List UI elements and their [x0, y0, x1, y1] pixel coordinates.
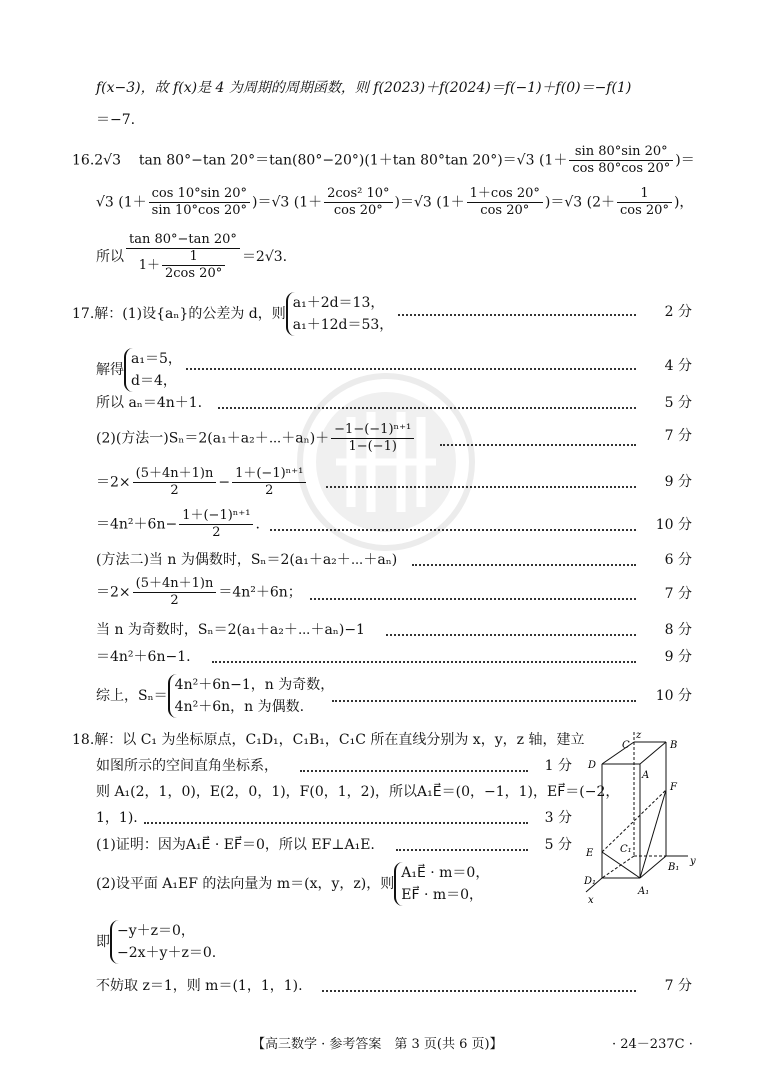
equation-system: A₁E⃗ · m＝0， EF⃗ · m＝0， — [394, 862, 489, 906]
question-17-line: 综上，Sₙ＝ 4n²＋6n−1，n 为奇数， 4n²＋6n，n 为偶数. — [96, 674, 334, 718]
figure-label: A — [642, 770, 650, 781]
figure-label: x — [588, 895, 594, 906]
dot-leader — [270, 527, 636, 531]
score-label: 7 分 — [664, 428, 692, 444]
question-16-line: 所以 tan 80°−tan 20° 1＋ $\frac{1}{2\cos 20^\circ}$ ＝2√3. — [96, 232, 288, 281]
question-18-line: 如图所示的空间直角坐标系， — [96, 758, 278, 774]
figure-label: E — [586, 848, 594, 859]
dot-leader — [332, 698, 636, 702]
dot-leader — [412, 562, 636, 566]
question-17-line: ＝4n²＋6n−1. — [96, 649, 191, 665]
question-17-line: 17.解：(1)设{aₙ}的公差为 d，则 a₁＋2d＝13， a₁＋12d＝53， — [72, 292, 393, 336]
question-18-line: (1)证明：因为A₁E⃗ · EF⃗＝0，所以 EF⊥A₁E. — [96, 837, 375, 853]
figure-label: A₁ — [638, 886, 650, 897]
question-17-line: 当 n 为奇数时，Sₙ＝2(a₁＋a₂＋⋯＋aₙ)−1 — [96, 622, 365, 638]
fraction: $\frac{(5+4n+1)n}{2}$ — [133, 576, 217, 609]
question-18-line: 不妨取 z＝1，则 m＝(1，1，1). — [96, 978, 303, 994]
dot-leader — [212, 659, 636, 663]
score-label: 6 分 — [664, 552, 692, 568]
fraction: $\frac{1+\cos 20^\circ}{\cos 20^\circ}$ — [467, 186, 543, 219]
watermark-seal-icon — [296, 372, 476, 552]
dot-leader — [300, 768, 528, 772]
nested-fraction: tan 80°−tan 20° 1＋ $\frac{1}{2\cos 20^\circ}$ — [126, 232, 240, 282]
answer-value: 2√3 — [94, 152, 122, 169]
figure-label: C₁ — [620, 844, 632, 855]
question-16-line: √3 (1＋ $\frac{\cos 10^\circ\sin 20^\circ}{\sin 10^\circ\cos 20^\circ}$ )＝√3 (1＋ $\frac{\text{2cos² 10°}}{\cos 20^\circ}$ )＝√3 (1＋ $\frac{1+\cos 20^\circ}{\cos 20^\circ}$ )＝√3 (2＋ $\frac{1}{\cos 20^\circ}$ )， — [96, 186, 694, 218]
score-label: 7 分 — [664, 586, 692, 602]
prism-coordinate-figure — [578, 728, 704, 906]
score-label: 10 分 — [655, 517, 692, 533]
fraction: $\frac{\text{1＋(−1)ⁿ⁺¹}}{2}$ — [232, 466, 306, 499]
equation-system: −y＋z＝0， −2x＋y＋z＝0. — [110, 920, 216, 964]
figure-label: C — [622, 740, 630, 751]
fraction: $\frac{1}{\cos 20^\circ}$ — [617, 186, 672, 219]
fraction: $\frac{\text{1＋(−1)ⁿ⁺¹}}{2}$ — [179, 508, 253, 541]
score-label: 1 分 — [544, 758, 572, 774]
question-18-line: 即 −y＋z＝0， −2x＋y＋z＝0. — [96, 920, 216, 964]
score-label: 10 分 — [655, 688, 692, 704]
dot-leader — [310, 596, 636, 600]
score-label: 5 分 — [544, 837, 572, 853]
score-label: 5 分 — [664, 395, 692, 411]
figure-label: B — [670, 740, 678, 751]
question-16-line: 16.2√3 tan 80°−tan 20°＝tan(80°−20°)(1＋tan 80°tan 20°)＝√3 (1＋ $\frac{\sin 80^\circ\sin 20^\circ}{\cos 80^\circ\cos 20^\circ}$ )＝ — [72, 144, 695, 176]
dot-leader — [186, 366, 636, 370]
figure-label: z — [636, 730, 642, 741]
question-17-line: (2)(方法一)Sₙ＝2(a₁＋a₂＋⋯＋aₙ)＋ $\frac{\text{−1−(−1)ⁿ⁺¹}}{1-(-1)}$ — [96, 422, 416, 455]
figure-label: F — [670, 782, 677, 793]
fraction: $\frac{\text{2cos² 10°}}{\cos 20^\circ}$ — [324, 186, 392, 219]
score-label: 8 分 — [664, 622, 692, 638]
dot-leader — [386, 632, 636, 636]
dot-leader — [440, 442, 636, 446]
footer-code: · 24－237C · — [612, 1037, 693, 1052]
question-17-line: (方法二)当 n 为偶数时，Sₙ＝2(a₁＋a₂＋⋯＋aₙ) — [96, 552, 398, 568]
fraction: $\frac{\cos 10^\circ\sin 20^\circ}{\sin 10^\circ\cos 20^\circ}$ — [149, 186, 250, 219]
score-label: 9 分 — [664, 474, 692, 490]
question-17-line: ＝2× $\frac{(5+4n+1)n}{2}$ ＝4n²＋6n； — [96, 576, 302, 608]
question-number: 18. — [72, 732, 95, 748]
piecewise-system: 4n²＋6n−1，n 为奇数， 4n²＋6n，n 为偶数. — [168, 674, 335, 718]
question-17-line: ＝2× $\frac{(5+4n+1)n}{2}$ − $\frac{\text{1＋(−1)ⁿ⁺¹}}{2}$ — [96, 466, 308, 499]
score-label: 9 分 — [664, 649, 692, 665]
figure-label: y — [690, 856, 696, 867]
question-number: 16. — [72, 152, 95, 169]
score-label: 3 分 — [544, 810, 572, 826]
fraction: $\frac{(5+4n+1)n}{2}$ — [133, 466, 217, 499]
dot-leader — [396, 847, 528, 851]
dot-leader — [144, 820, 528, 824]
question-18-line: 18.解：以 C₁ 为坐标原点，C₁D₁，C₁B₁，C₁C 所在直线分别为 x，y，z 轴，建立 — [72, 732, 585, 748]
footer-title: 【高三数学 · 参考答案 第 3 页(共 6 页)】 — [252, 1037, 503, 1052]
question-18-line: 1，1). — [96, 810, 138, 826]
figure-label: D₁ — [584, 876, 597, 887]
question-18-line: 则 A₁(2，1，0)，E(2，0，1)，F(0，1，2)，所以A₁E⃗＝(0，−1，1)，EF⃗＝(−2， — [96, 784, 620, 800]
question-17-line: 所以 aₙ＝4n＋1. — [96, 395, 203, 411]
dot-leader — [326, 484, 636, 488]
question-17-line: 解得 a₁＝5， d＝4， — [96, 348, 182, 392]
score-label: 4 分 — [664, 358, 692, 374]
text-line: f(x−3)，故 f(x)是 4 为周期的周期函数，则 f(2023)＋f(2024)＝f(−1)＋f(0)＝−f(1) — [96, 80, 632, 96]
score-label: 7 分 — [664, 978, 692, 994]
text-line: ＝−7. — [96, 112, 136, 128]
figure-label: D — [588, 760, 597, 771]
dot-leader — [218, 405, 636, 409]
dot-leader — [398, 312, 636, 316]
question-number: 17. — [72, 306, 95, 322]
fraction: $\frac{\text{−1−(−1)ⁿ⁺¹}}{1-(-1)}$ — [331, 422, 414, 455]
fraction: $\frac{\sin 80^\circ\sin 20^\circ}{\cos 80^\circ\cos 20^\circ}$ — [569, 144, 673, 177]
question-17-line: ＝4n²＋6n− $\frac{\text{1＋(−1)ⁿ⁺¹}}{2}$ . — [96, 508, 260, 540]
equation-system: a₁＝5， d＝4， — [124, 348, 182, 392]
figure-label: B₁ — [668, 862, 680, 873]
score-label: 2 分 — [664, 304, 692, 320]
equation-system: a₁＋2d＝13， a₁＋12d＝53， — [286, 292, 394, 336]
dot-leader — [322, 988, 636, 992]
question-18-line: (2)设平面 A₁EF 的法向量为 m＝(x，y，z)，则 A₁E⃗ · m＝0， EF⃗ · m＝0， — [96, 862, 489, 906]
